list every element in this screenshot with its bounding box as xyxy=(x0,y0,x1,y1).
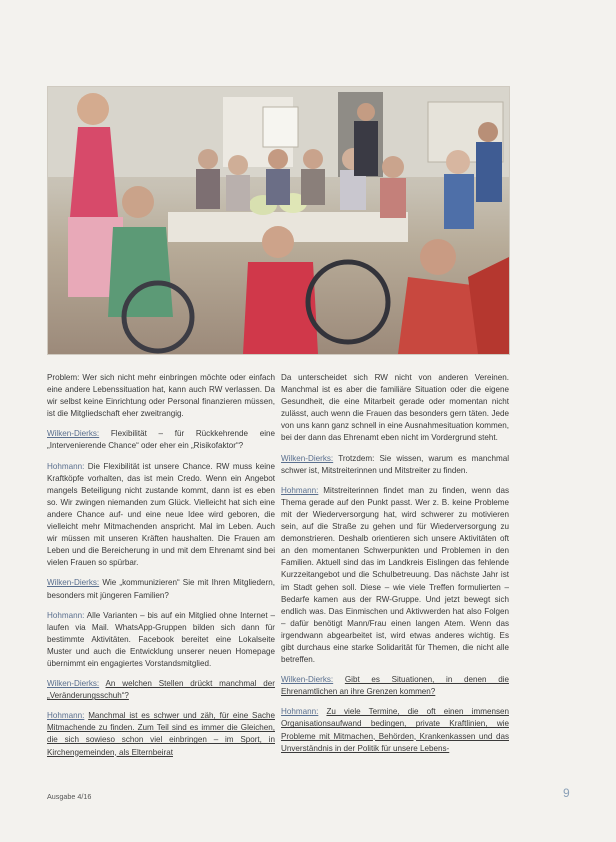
page-number: 9 xyxy=(563,786,570,800)
paragraph-text: Die Flexibilität ist unsere Chance. RW muss keine Kraftköpfe vorhalten, das ist mein Credo. Wenn ein Angebot mangels Beteiligung nicht zustande kommt, dann ist es eben so. Wir zwingen niemanden zum Glück. Vielleicht hat sich eine andere Chance auf- und eine neue Idee wird geboren, die vielleicht mehr Mitmachenden anspricht. Mal im Leben. Auch wir müssen mit unseren Kräften haushalten. Die Frauen am Leben und die Bereicherung in und mit dem Ehrenamt sind bei vielen Frauen so spürbar. xyxy=(47,461,276,568)
paragraph xyxy=(47,610,275,670)
paragraph-text: Trotzdem: Sie wissen, warum es manchmal schwer ist, Mitstreiterinnen und Mitstreiter zu finden. xyxy=(281,453,510,475)
event-photo xyxy=(47,86,510,355)
speaker-label: Hohmann: xyxy=(47,461,85,471)
speaker-label: Wilken-Dierks: xyxy=(47,679,100,689)
paragraph-text: Problem: Wer sich nicht mehr einbringen möchte oder einfach eine andere Lebenssituation hat, kann auch RW verlassen. Da wir selbst keine Einrichtung oder Personal finanzieren müssen, ist die Mitgliedschaft eher zweitrangig. xyxy=(47,373,275,419)
speaker-label: Hohmann: xyxy=(47,711,85,721)
paragraph-text: Gibt es Situationen, in denen die Ehrenamtlichen an ihre Grenzen kommen? xyxy=(281,675,509,697)
paragraph xyxy=(47,577,275,601)
paragraph xyxy=(47,710,275,758)
speaker-label: Wilken-Dierks: xyxy=(47,429,100,439)
paragraph-text: An welchen Stellen drückt manchmal der „Veränderungsschuh“? xyxy=(47,679,275,701)
paragraph-text: Zu viele Termine, die oft einen immensen Organisationsaufwand bedingen, private Kraftlinien, wie Probleme mit Mitmachen, Behörden, Krankenkassen und das Unverständnis in der Politik für unsere Lebens- xyxy=(281,707,509,753)
speaker-label: Wilken-Dierks: xyxy=(281,675,334,685)
paragraph xyxy=(47,372,275,420)
paragraph xyxy=(47,428,275,452)
issue-footer: Ausgabe 4/16 xyxy=(47,792,92,801)
event-photo-illustration xyxy=(48,87,509,354)
paragraph xyxy=(47,678,275,702)
paragraph-text: Mitstreiterinnen findet man zu finden, wenn das Thema gerade auf den Punkt passt. Wer z. B. keine Probleme mit der Wiederversorgung hat, wird schwerer zu motivieren sein, auf die Straße zu gehen und für Wiederversorgung zu demonstrieren. Deshalb orientieren sich unsere Aktivitäten oft an den momentanen Schwerpunkten und Problemen in den Familien. Aktuell sind das im Landkreis Eislingen das fehlende Kurzzeitangebot und die Schulbetreuung. Das nächste Jahr ist im Stadt gehen soll. Diese – wie viele Treffen formulierten – Bedarfe kamen aus der RW-Gruppe. Und jetzt bewegt sich endlich was. Das Einmischen und Aktivwerden hat also Folgen – dafür benötigt Mann/Frau einen langen Atem. Wenn das irgendwann abgearbeitet ist, wird etwas anderes wichtig. Es gibt durchaus eine starke Solidarität für Themen, die nicht alle betreffen. xyxy=(281,485,509,665)
paragraph-text: Manchmal ist es schwer und zäh, für eine Sache Mitmachende zu finden. Zum Teil sind es immer die Gleichen, die sich sowieso schon viel einbringen – im Sport, in Kirchengemeinden, als Elternbeirat xyxy=(47,711,275,757)
paragraph-text: Flexibilität – für Rückkehrende eine „Intervenierende Chance“ oder eher ein „Risikofaktor“? xyxy=(47,429,276,451)
article-right-column xyxy=(281,372,509,763)
speaker-label: Wilken-Dierks: xyxy=(281,453,334,463)
speaker-label: Hohmann: xyxy=(47,610,85,620)
paragraph xyxy=(281,372,509,445)
paragraph-text: Da unterscheidet sich RW nicht von anderen Vereinen. Manchmal ist es aber die familiäre Situation oder die eigene Gesundheit, die eine Mitarbeit gerade oder momentan nicht zulässt, auch wenn die Frauen das besonders gern täten. Jede von uns kann ganz schnell in eine Ausnahmesituation kommen, bei der dann das Ehrenamt eben nicht im Vordergrund steht. xyxy=(281,373,509,443)
paragraph-text: Alle Varianten – bis auf ein Mitglied ohne Internet – laufen via Mail. WhatsApp-Gruppen bilden sich dann für bestimmte Aktivitäten. Facebook bereitet eine Lokalseite Muster und auch die Entwicklung unserer neuen Homepage übernimmt ein engagiertes Vorstandsmitglied. xyxy=(47,610,275,668)
paragraph xyxy=(281,453,509,477)
paragraph xyxy=(281,674,509,698)
speaker-label: Wilken-Dierks: xyxy=(47,578,100,588)
article-left-column xyxy=(47,372,275,767)
paragraph xyxy=(281,485,509,666)
paragraph xyxy=(47,461,275,570)
paragraph xyxy=(281,706,509,754)
speaker-label: Hohmann: xyxy=(281,707,319,717)
paragraph-text: Wie „kommunizieren“ Sie mit Ihren Mitgliedern, besonders mit jüngeren Familien? xyxy=(47,578,275,600)
speaker-label: Hohmann: xyxy=(281,485,319,495)
